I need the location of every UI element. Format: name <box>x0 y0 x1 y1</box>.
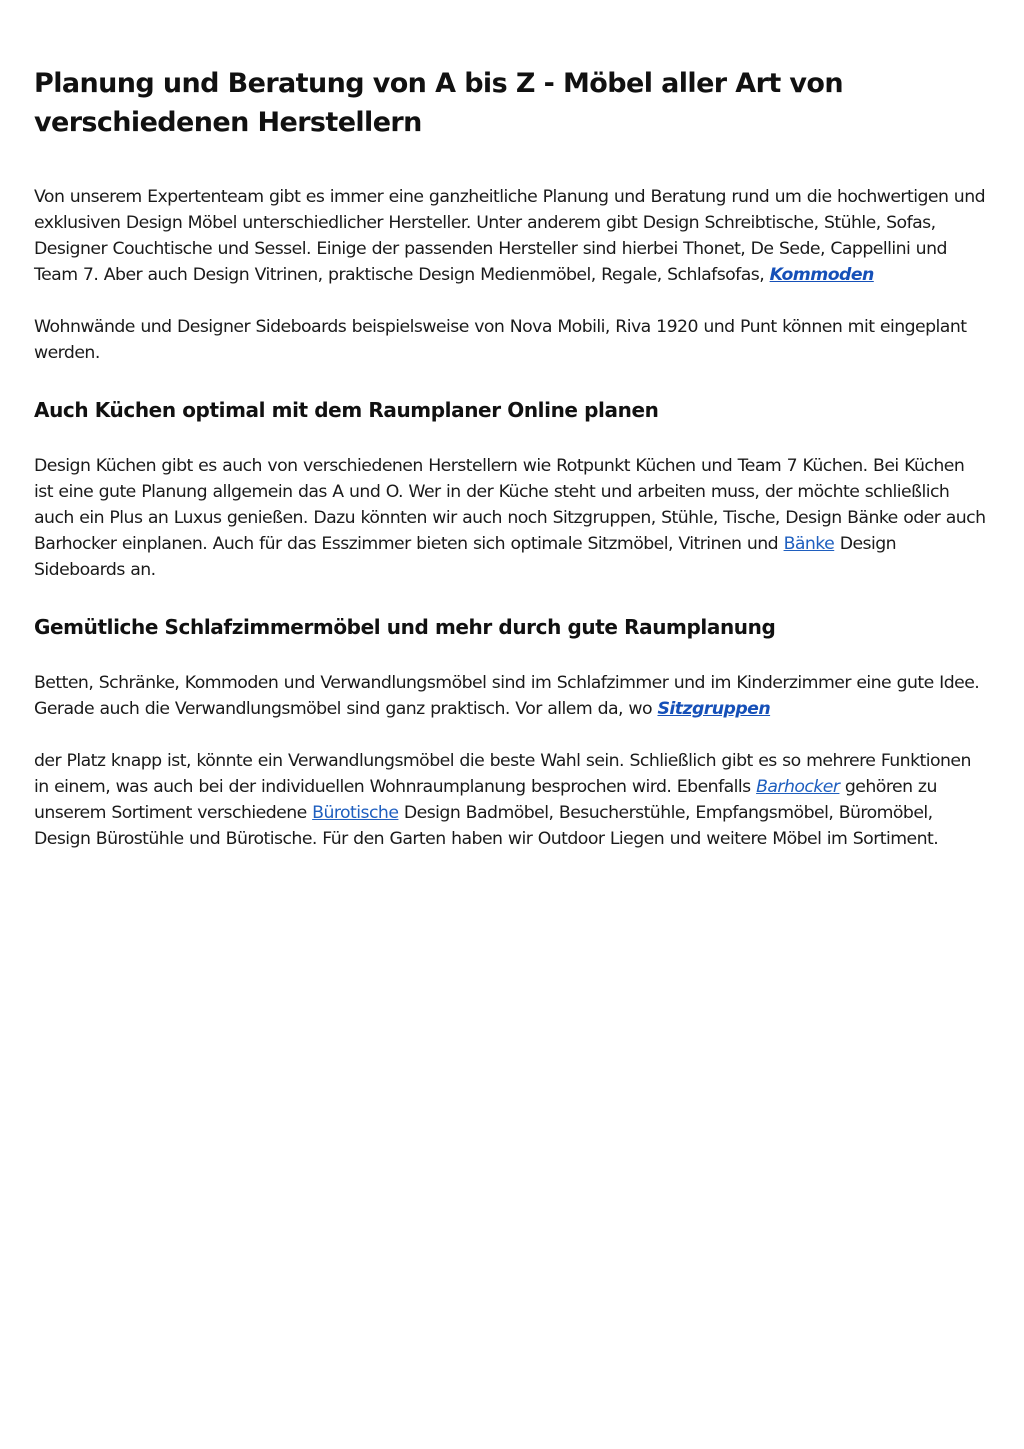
buerotische-link[interactable]: Bürotische <box>312 803 399 823</box>
section-heading-kuechen: Auch Küchen optimal mit dem Raumplaner Online planen <box>34 398 659 422</box>
section-heading-schlafzimmer: Gemütliche Schlafzimmermöbel und mehr durch gute Raumplanung <box>34 615 776 639</box>
schlafzimmer-text: Betten, Schränke, Kommoden und Verwandlungsmöbel sind im Schlafzimmer und im Kinderzimmer eine gute Idee. Gerade auch die Verwandlungsmöbel sind ganz praktisch. Vor allem da, wo <box>34 673 980 719</box>
verwandlung-paragraph <box>34 748 988 852</box>
kuechen-paragraph <box>34 453 988 583</box>
verwandlung-text-a: der Platz knapp ist, könnte ein Verwandlungsmöbel die beste Wahl sein. Schließlich gibt es so mehrere Funktionen in einem, was auch bei der individuellen Wohnraumplanung besprochen wird. Ebenfalls <box>34 751 971 797</box>
verwandlung-text-c: Design Badmöbel, Besucherstühle, Empfangsmöbel, Büromöbel, Design Bürostühle und Bürotische. Für den Garten haben wir Outdoor Liegen und weitere Möbel im Sortiment. <box>34 803 939 849</box>
baenke-link[interactable]: Bänke <box>783 534 835 554</box>
intro-text: Von unserem Expertenteam gibt es immer eine ganzheitliche Planung und Beratung rund um die hochwertigen und exklusiven Design Möbel unterschiedlicher Hersteller. Unter anderem gibt Design Schreibtische, Stühle, Sofas, Designer Couchtische und Sessel. Einige der passenden Hersteller sind hierbei Thonet, De Sede, Cappellini und Team 7. Aber auch Design Vitrinen, praktische Design Medienmöbel, Regale, Schlafsofas, <box>34 187 986 285</box>
verwandlung-text-b: gehören zu unserem Sortiment verschiedene <box>34 777 937 823</box>
kuechen-text: Design Küchen gibt es auch von verschiedenen Herstellern wie Rotpunkt Küchen und Team 7 Küchen. Bei Küchen ist eine gute Planung allgemein das A und O. Wer in der Küche steht und arbeiten muss, der möchte schließlich auch ein Plus an Luxus genießen. Dazu könnten wir auch noch Sitzgruppen, Stühle, Tische, Design Bänke oder auch Barhocker einplanen. Auch für das Esszimmer bieten sich optimale Sitzmöbel, Vitrinen und <box>34 456 986 554</box>
page-title: Planung und Beratung von A bis Z - Möbel aller Art von verschiedenen Herstellern <box>34 68 843 138</box>
kuechen-text-end: Design Sideboards an. <box>34 534 897 580</box>
sitzgruppen-link[interactable]: Sitzgruppen <box>657 699 771 719</box>
intro-paragraph <box>34 184 988 288</box>
kommoden-link[interactable]: Kommoden <box>769 265 874 285</box>
wohnwaende-paragraph: Wohnwände und Designer Sideboards beispielsweise von Nova Mobili, Riva 1920 und Punt können mit eingeplant werden. <box>34 317 967 363</box>
barhocker-link[interactable]: Barhocker <box>756 777 840 797</box>
schlafzimmer-paragraph <box>34 670 988 722</box>
